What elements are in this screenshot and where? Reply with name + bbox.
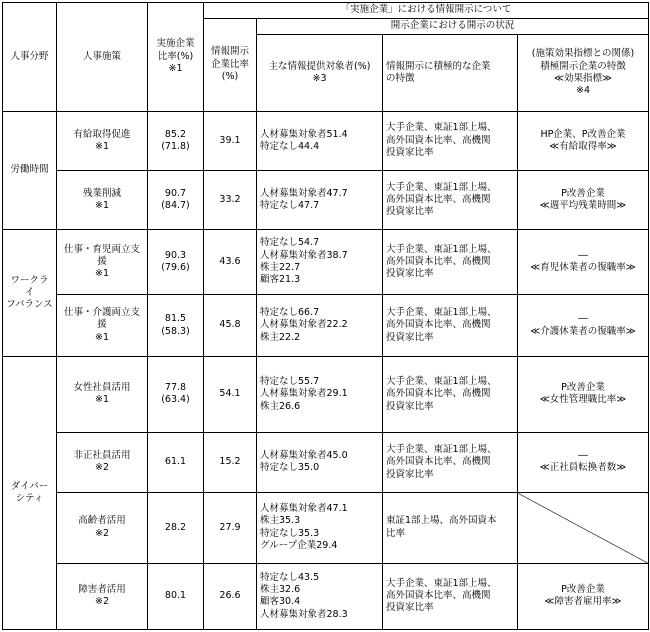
features-cell: 大手企業、東証1部上場、 高外国資本比率、高機関 投資家比率: [383, 432, 518, 492]
header-disclosure-rate: 情報開示 企業比率 (%): [204, 19, 257, 112]
header-disclosure-group: 「実施企業」における情報開示について: [204, 3, 649, 19]
measure-cell: 仕事・介護両立支 援 ※1: [57, 294, 148, 356]
group-label: ダイバー シティ: [3, 357, 57, 630]
disclosure-table: [2, 2, 649, 630]
features-cell: 大手企業、東証1部上場、 高外国資本比率、高機関 投資家比率: [383, 357, 518, 432]
table-row: [3, 171, 649, 230]
table-row: [3, 357, 649, 432]
impl-rate-cell: 90.3 (79.6): [148, 230, 204, 294]
group-label: 労働時間: [3, 111, 57, 230]
features-cell: 大手企業、東証1部上場、 高外国資本比率、高機関 投資家比率: [383, 563, 518, 630]
impl-rate-cell: 80.1: [148, 563, 204, 630]
table-row: [3, 432, 649, 492]
impl-rate-cell: 77.8 (63.4): [148, 357, 204, 432]
disclosure-rate-cell: 26.6: [204, 563, 257, 630]
impl-rate-cell: 85.2 (71.8): [148, 111, 204, 170]
indicator-cell: HP企業、P改善企業 ≪有給取得率≫: [518, 111, 649, 170]
header-impl-rate: 実施企業 比率(%) ※1: [148, 3, 204, 112]
header-status-group: 開示企業における開示の状況: [257, 19, 649, 35]
indicator-cell: P改善企業 ≪週平均残業時間≫: [518, 171, 649, 230]
targets-cell: 特定なし43.5 株主32.6 顧客30.4 人材募集対象者28.3: [257, 563, 383, 630]
table-row: [3, 493, 649, 563]
indicator-cell-empty-diagonal: [518, 493, 649, 563]
measure-cell: 女性社員活用 ※1: [57, 357, 148, 432]
features-cell: 大手企業、東証1部上場、 高外国資本比率、高機関 投資家比率: [383, 111, 518, 170]
measure-cell: 有給取得促進 ※1: [57, 111, 148, 170]
targets-cell: 人材募集対象者47.1 株主35.3 特定なし35.3 グループ企業29.4: [257, 493, 383, 563]
features-cell: 大手企業、東証1部上場、 高外国資本比率、高機関 投資家比率: [383, 230, 518, 294]
targets-cell: 人材募集対象者45.0 特定なし35.0: [257, 432, 383, 492]
table-row: [3, 563, 649, 630]
measure-cell: 仕事・育児両立支 援 ※1: [57, 230, 148, 294]
disclosure-rate-cell: 33.2: [204, 171, 257, 230]
disclosure-rate-cell: 39.1: [204, 111, 257, 170]
header-active-features: 情報開示に積極的な企業 の特徴: [383, 35, 518, 111]
disclosure-rate-cell: 43.6: [204, 230, 257, 294]
disclosure-rate-cell: 45.8: [204, 294, 257, 356]
targets-cell: 特定なし54.7 人材募集対象者38.7 株主22.7 顧客21.3: [257, 230, 383, 294]
indicator-cell: P改善企業 ≪女性管理職比率≫: [518, 357, 649, 432]
header-indicator-features: (施策効果指標との関係) 積極開示企業の特徴 ≪効果指標≫ ※4: [518, 35, 649, 111]
disclosure-rate-cell: 27.9: [204, 493, 257, 563]
group-label: ワークライ フバランス: [3, 230, 57, 357]
header-main-targets: 主な情報提供対象者(%) ※3: [257, 35, 383, 111]
table-row: [3, 111, 649, 170]
indicator-cell: ― ≪正社員転換者数≫: [518, 432, 649, 492]
disclosure-rate-cell: 54.1: [204, 357, 257, 432]
measure-cell: 残業削減 ※1: [57, 171, 148, 230]
features-cell: 東証1部上場、高外国資本 比率: [383, 493, 518, 563]
measure-cell: 障害者活用 ※2: [57, 563, 148, 630]
disclosure-rate-cell: 15.2: [204, 432, 257, 492]
targets-cell: 特定なし66.7 人材募集対象者22.2 株主22.2: [257, 294, 383, 356]
targets-cell: 人材募集対象者47.7 特定なし47.7: [257, 171, 383, 230]
measure-cell: 高齢者活用 ※2: [57, 493, 148, 563]
targets-cell: 特定なし55.7 人材募集対象者29.1 株主26.6: [257, 357, 383, 432]
header-measure: 人事施策: [57, 3, 148, 112]
measure-cell: 非正社員活用 ※2: [57, 432, 148, 492]
features-cell: 大手企業、東証1部上場、 高外国資本比率、高機関 投資家比率: [383, 171, 518, 230]
indicator-cell: ― ≪介護休業者の復職率≫: [518, 294, 649, 356]
header-row-1: [3, 3, 649, 19]
indicator-cell: ― ≪育児休業者の復職率≫: [518, 230, 649, 294]
impl-rate-cell: 61.1: [148, 432, 204, 492]
table-row: [3, 230, 649, 294]
targets-cell: 人材募集対象者51.4 特定なし44.4: [257, 111, 383, 170]
impl-rate-cell: 28.2: [148, 493, 204, 563]
features-cell: 大手企業、東証1部上場、 高外国資本比率、高機関 投資家比率: [383, 294, 518, 356]
impl-rate-cell: 81.5 (58.3): [148, 294, 204, 356]
header-field: 人事分野: [3, 3, 57, 112]
impl-rate-cell: 90.7 (84.7): [148, 171, 204, 230]
indicator-cell: P改善企業 ≪障害者雇用率≫: [518, 563, 649, 630]
table-row: [3, 294, 649, 356]
